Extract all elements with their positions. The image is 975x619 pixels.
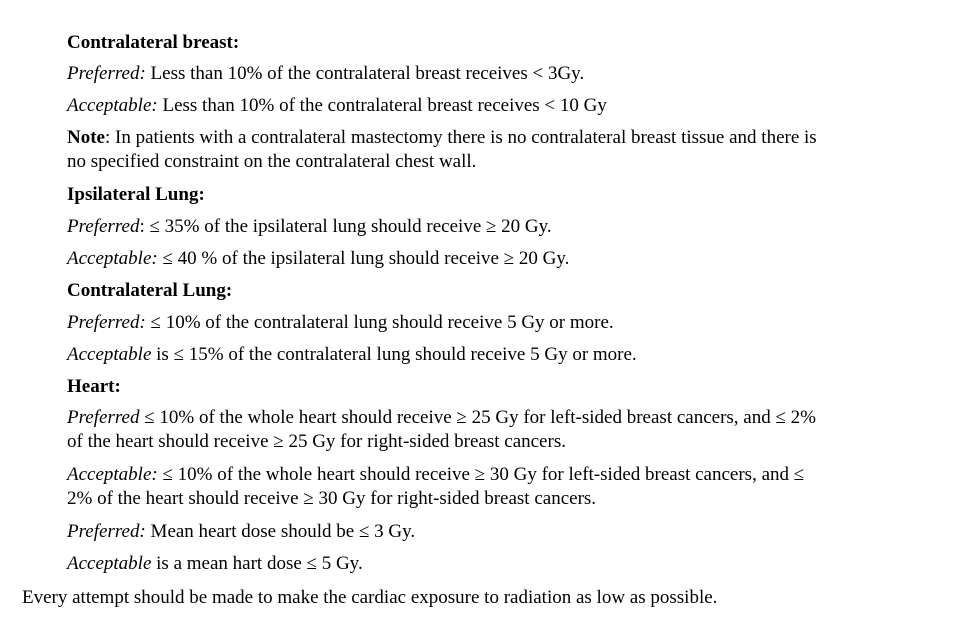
ipsilateral-lung-acceptable [67, 247, 569, 271]
heading-contralateral-lung: Contralateral Lung: [67, 280, 233, 301]
preferred-label: Preferred [67, 407, 140, 428]
preferred-text: : ≤ 35% of the ipsilateral lung should receive ≥ 20 Gy. [139, 216, 552, 237]
note-label: Note [67, 127, 105, 148]
preferred-label: Preferred [67, 216, 140, 237]
acceptable-text: ≤ 10% of the whole heart should receive ≥ 30 Gy for left-sided breast cancers, and ≤ [157, 464, 805, 485]
preferred-text: Less than 10% of the contralateral breast receives < 3Gy. [145, 63, 585, 84]
acceptable-text: is a mean hart dose ≤ 5 Gy. [151, 553, 363, 574]
contralateral-breast-note-line1 [67, 126, 817, 150]
acceptable-label: Acceptable: [67, 248, 158, 269]
preferred-text: Mean heart dose should be ≤ 3 Gy. [145, 521, 416, 542]
acceptable-text: is ≤ 15% of the contralateral lung should receive 5 Gy or more. [151, 344, 637, 365]
contralateral-breast-note-line2: no specified constraint on the contralateral chest wall. [67, 151, 477, 172]
heart-acceptable-1-line1 [67, 463, 804, 487]
heart-preferred-2 [67, 520, 415, 544]
preferred-text: ≤ 10% of the whole heart should receive ≥ 25 Gy for left-sided breast cancers, and ≤ 2% [139, 407, 816, 428]
heading-contralateral-breast: Contralateral breast: [67, 32, 240, 53]
ipsilateral-lung-preferred [67, 215, 552, 239]
contralateral-lung-preferred [67, 311, 614, 335]
preferred-label: Preferred: [67, 63, 146, 84]
heading-heart: Heart: [67, 376, 121, 397]
closing-statement: Every attempt should be made to make the cardiac exposure to radiation as low as possible. [22, 587, 718, 608]
acceptable-label: Acceptable: [67, 464, 158, 485]
note-text: : In patients with a contralateral mastectomy there is no contralateral breast tissue and there is [104, 127, 817, 148]
preferred-label: Preferred: [67, 312, 146, 333]
contralateral-breast-acceptable [67, 94, 607, 118]
heart-preferred-1-line2: of the heart should receive ≥ 25 Gy for right-sided breast cancers. [67, 431, 566, 452]
acceptable-text: ≤ 40 % of the ipsilateral lung should receive ≥ 20 Gy. [157, 248, 570, 269]
preferred-text: ≤ 10% of the contralateral lung should receive 5 Gy or more. [145, 312, 614, 333]
contralateral-lung-acceptable [67, 343, 637, 367]
contralateral-breast-preferred [67, 62, 584, 86]
heading-ipsilateral-lung: Ipsilateral Lung: [67, 184, 205, 205]
heart-acceptable-2 [67, 552, 363, 576]
acceptable-label: Acceptable [67, 344, 152, 365]
acceptable-label: Acceptable [67, 553, 152, 574]
acceptable-text: Less than 10% of the contralateral breast receives < 10 Gy [157, 95, 607, 116]
acceptable-label: Acceptable: [67, 95, 158, 116]
heart-acceptable-1-line2: 2% of the heart should receive ≥ 30 Gy for right-sided breast cancers. [67, 488, 597, 509]
preferred-label: Preferred: [67, 521, 146, 542]
heart-preferred-1-line1 [67, 406, 816, 430]
